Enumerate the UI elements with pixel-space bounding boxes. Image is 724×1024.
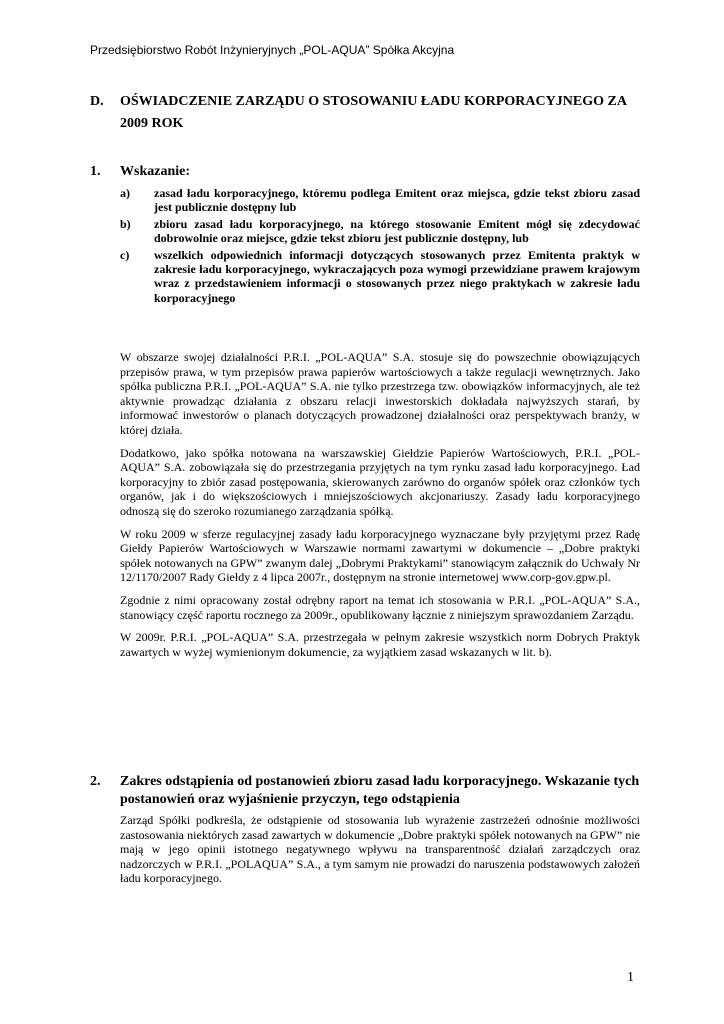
point-1-number: 1. [90, 164, 101, 179]
section-letter: D. [90, 94, 104, 109]
paragraph: W 2009r. P.R.I. „POL-AQUA” S.A. przestrzegała w pełnym zakresie wszystkich norm Dobrych Praktyk zawartych w wyżej wymienionym dokumencie, za wyjątkiem zasad wskazanych w lit. b). [120, 630, 640, 659]
paragraph: Dodatkowo, jako spółka notowana na warszawskiej Giełdzie Papierów Wartościowych, P.R.I. „POL-AQUA” S.A. zobowiązała się do przestrzegania przyjętych na tym rynku zasad ładu korporacyjnego. Ład korporacyjny to zbiór zasad postępowania, skierowanych zarówno do organów spółek oraz członków tych organów, jak i do większościowych i mniejszościowych akcjonariuszy. Zasady ładu korporacyjnego odnoszą się do szeroko rozumianego zarządzania spółką. [120, 445, 640, 518]
list-item-label: b) [120, 216, 131, 231]
paragraph: Zarząd Spółki podkreśla, że odstąpienie od stosowania lub wyrażenie zastrzeżeń odnośnie możliwości zastosowania niektórych zasad zawartych w dokumencie „Dobre praktyki spółek notowanych na GPW” nie mają w jego opinii istotnego negatywnego wpływu na transparentność działań zarządczych oraz nadzorczych w P.R.I. „POLAQUA” S.A., a tym samym nie prowadzi do naruszenia podstawowych założeń ładu korporacyjnego. [120, 813, 640, 886]
list-item-label: c) [120, 247, 130, 262]
point-2-title: Zakres odstąpienia od postanowień zbioru zasad ładu korporacyjnego. Wskazanie tych postanowień oraz wyjaśnienie przyczyn, tego odstąpienia [120, 774, 640, 807]
list-item [120, 217, 640, 246]
point-1-body [120, 350, 640, 667]
point-2-number: 2. [90, 774, 101, 789]
list-item-text: zasad ładu korporacyjnego, któremu podlega Emitent oraz miejsca, gdzie tekst zbioru zasad jest publicznie dostępny lub [154, 186, 640, 215]
point-1-title: Wskazanie: [120, 164, 190, 179]
list-item-text: zbioru zasad ładu korporacyjnego, na którego stosowanie Emitent mógł się zdecydować dobrowolnie oraz miejsce, gdzie tekst zbioru jest publicznie dostępny, lub [154, 216, 640, 246]
page-number: 1 [627, 970, 634, 985]
point-2-body [120, 813, 640, 894]
indication-list [120, 186, 640, 307]
point-2-heading [90, 773, 650, 809]
list-item [120, 248, 640, 306]
list-item [120, 186, 640, 215]
paragraph: W roku 2009 w sferze regulacyjnej zasady ładu korporacyjnego wyznaczane były przyjętymi przez Radę Giełdy Papierów Wartościowych w Warszawie normami zawartymi w dokumencie – „Dobre praktyki spółek notowanych na GPW” zwanym dalej „Dobrymi Praktykami” stanowiącym załącznik do Uchwały Nr 12/1170/2007 Rady Giełdy z 4 lipca 2007r., dostępnym na stronie internetowej www.corp-gov.gpw.pl. [120, 526, 640, 585]
list-item-label: a) [120, 186, 130, 200]
section-title-text: OŚWIADCZENIE ZARZĄDU O STOSOWANIU ŁADU KORPORACYJNEGO ZA 2009 ROK [120, 94, 627, 131]
paragraph: W obszarze swojej działalności P.R.I. „POL-AQUA” S.A. stosuje się do powszechnie obowiązujących przepisów prawa, w tym przepisów prawa papierów wartościowych a także regulacji wewnętrznych. Jako spółka publiczna P.R.I. „POL-AQUA” S.A. nie tylko przestrzega tzw. obowiązków informacyjnych, ale też aktywnie prowadząc działania z obszaru relacji inwestorskich dokładała najwyższych starań, by informować inwestorów o planach dotyczących prowadzonej działalności oraz perspektywach branży, w której działa. [120, 350, 640, 437]
page-header: Przedsiębiorstwo Robót Inżynieryjnych „POL-AQUA” Spółka Akcyjna [90, 43, 455, 57]
point-1-heading [90, 163, 650, 181]
list-item-text: wszelkich odpowiednich informacji dotyczących stosowanych przez Emitenta praktyk w zakresie ładu korporacyjnego, wykraczających poza wymogi przewidziane prawem krajowym wraz z przedstawieniem informacji o stosowanych przez niego praktykach w zakresie ładu korporacyjnego [154, 247, 640, 305]
section-title [90, 91, 650, 135]
paragraph: Zgodnie z nimi opracowany został odrębny raport na temat ich stosowania w P.R.I. „POL-AQUA” S.A., stanowiący część raportu rocznego za 2009r., opublikowany łącznie z niniejszym sprawozdaniem Zarządu. [120, 592, 640, 622]
